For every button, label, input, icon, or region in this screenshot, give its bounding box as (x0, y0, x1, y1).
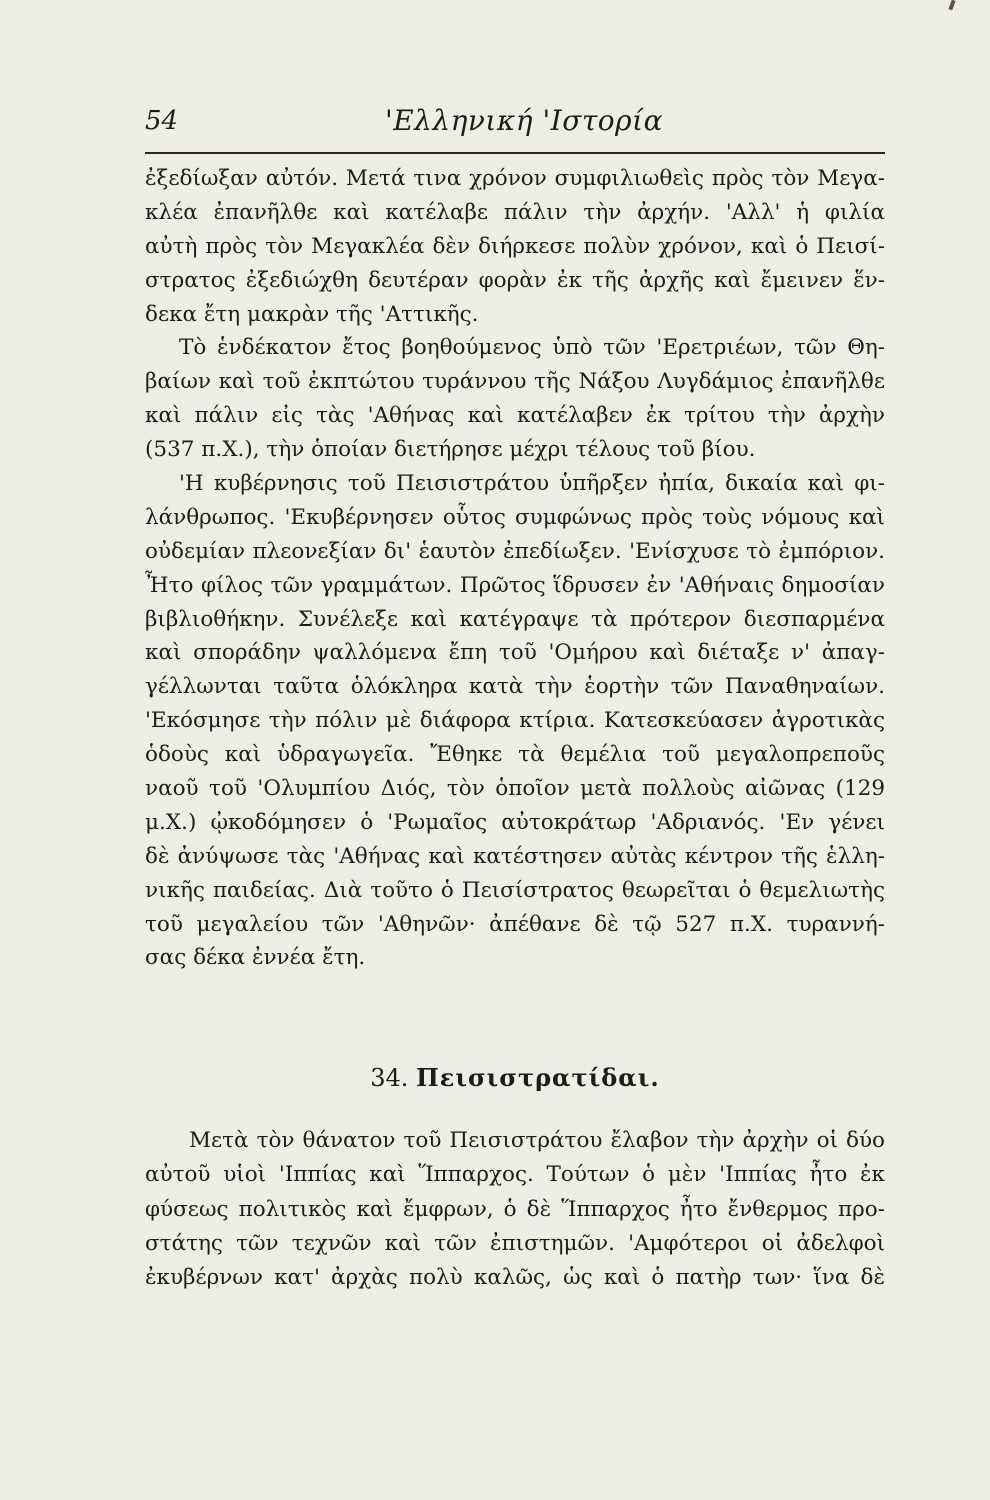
text-line: στάτης τῶν τεχνῶν καὶ τῶν ἐπιστημῶν. 'Αμφότεροι οἱ ἀδελφοὶ (145, 1230, 885, 1256)
text-line: κλέα ἐπανῆλθε καὶ κατέλαβε πάλιν τὴν ἀρχήν. 'Αλλ' ἡ φιλία (145, 199, 885, 225)
text-line: δεκα ἔτη μακρὰν τῆς 'Αττικῆς. (145, 301, 479, 327)
text-line: σας δέκα ἐννέα ἔτη. (145, 945, 366, 971)
text-line: στρατος ἐξεδιώχθη δευτέραν φορὰν ἐκ τῆς ἀρχῆς καὶ ἔμεινεν ἕν- (145, 267, 885, 293)
text-line: φύσεως πολιτικὸς καὶ ἔμφρων, ὁ δὲ Ἵππαρχος ἦτο ἔνθερμος προ- (145, 1196, 885, 1222)
body-text-bottom (145, 1124, 885, 1295)
section-heading (145, 1063, 885, 1103)
section-title: Πεισιστρατίδαι. (416, 1063, 660, 1092)
text-line: ὁδοὺς καὶ ὑδραγωγεῖα. Ἔθηκε τὰ θεμέλια τοῦ μεγαλοπρεποῦς (145, 742, 885, 768)
text-line: δὲ ἀνύψωσε τὰς 'Αθήνας καὶ κατέστησεν αὐτὰς κέντρον τῆς ἑλλη- (145, 843, 885, 869)
text-line: ναοῦ τοῦ 'Ολυμπίου Διός, τὸν ὁποῖον μετὰ πολλοὺς αἰῶνας (129 (145, 776, 885, 802)
body-text-top (145, 162, 885, 975)
text-line: οὐδεμίαν πλεονεξίαν δι' ἑαυτὸν ἐπεδίωξεν. 'Ενίσχυσε τὸ ἐμπόριον. (145, 538, 885, 564)
text-line: βαίων καὶ τοῦ ἐκπτώτου τυράννου τῆς Νάξου Λυγδάμιος ἐπανῆλθε (145, 369, 885, 395)
text-line: 'Εκόσμησε τὴν πόλιν μὲ διάφορα κτίρια. Κατεσκεύασεν ἀγροτικὰς (145, 708, 885, 734)
text-line: γέλλωνται ταῦτα ὁλόκληρα κατὰ τὴν ἑορτὴν τῶν Παναθηναίων. (145, 674, 885, 700)
header-rule (145, 152, 885, 154)
text-line: νικῆς παιδείας. Διὰ τοῦτο ὁ Πεισίστρατος θεωρεῖται ὁ θεμελιωτὴς (145, 877, 885, 903)
text-line: μ.Χ.) ᾠκοδόμησεν ὁ 'Ρωμαῖος αὐτοκράτωρ 'Αδριανός. 'Εν γένει (145, 809, 885, 835)
text-line: καὶ πάλιν εἰς τὰς 'Αθήνας καὶ κατέλαβεν ἐκ τρίτου τὴν ἀρχὴν (145, 403, 885, 429)
text-line: Ἦτο φίλος τῶν γραμμάτων. Πρῶτος ἵδρυσεν ἐν 'Αθήναις δημοσίαν (145, 572, 885, 598)
running-title: 'Ελληνική 'Ιστορία (385, 104, 664, 137)
text-line: βιβλιοθήκην. Συνέλεξε καὶ κατέγραψε τὰ πρότερον διεσπαρμένα (145, 606, 885, 632)
text-line: λάνθρωπος. 'Εκυβέρνησεν οὗτος συμφώνως πρὸς τοὺς νόμους καὶ (145, 504, 885, 530)
corner-mark (948, 0, 955, 10)
text-line: (537 π.Χ.), τὴν ὁποίαν διετήρησε μέχρι τέλους τοῦ βίου. (145, 437, 756, 463)
page-number: 54 (145, 106, 179, 136)
text-line: ἐξεδίωξαν αὐτόν. Μετά τινα χρόνον συμφιλιωθεὶς πρὸς τὸν Μεγα- (145, 166, 885, 191)
text-line: 'Η κυβέρνησις τοῦ Πεισιστράτου ὑπῆρξεν ἠπία, δικαία καὶ φι- (179, 471, 885, 497)
text-line: Τὸ ἑνδέκατον ἔτος βοηθούμενος ὑπὸ τῶν 'Ερετριέων, τῶν Θη- (179, 335, 885, 361)
running-head (145, 100, 880, 140)
section-number: 34. (370, 1064, 409, 1092)
text-line: Μετὰ τὸν θάνατον τοῦ Πεισιστράτου ἔλαβον τὴν ἀρχὴν οἱ δύο (189, 1128, 885, 1153)
text-line: αὐτὴ πρὸς τὸν Μεγακλέα δὲν διήρκεσε πολὺν χρόνον, καὶ ὁ Πεισί- (145, 233, 885, 259)
text-line: καὶ σποράδην ψαλλόμενα ἔπη τοῦ 'Ομήρου καὶ διέταξε ν' ἀπαγ- (145, 640, 885, 666)
text-line: τοῦ μεγαλείου τῶν 'Αθηνῶν· ἀπέθανε δὲ τῷ 527 π.Χ. τυραννή- (145, 911, 885, 937)
text-line: ἐκυβέρνων κατ' ἀρχὰς πολὺ καλῶς, ὡς καὶ ὁ πατὴρ των· ἵνα δὲ (145, 1265, 885, 1291)
text-line: αὐτοῦ υἱοὶ 'Ιππίας καὶ Ἵππαρχος. Τούτων ὁ μὲν 'Ιππίας ἦτο ἐκ (145, 1162, 885, 1188)
